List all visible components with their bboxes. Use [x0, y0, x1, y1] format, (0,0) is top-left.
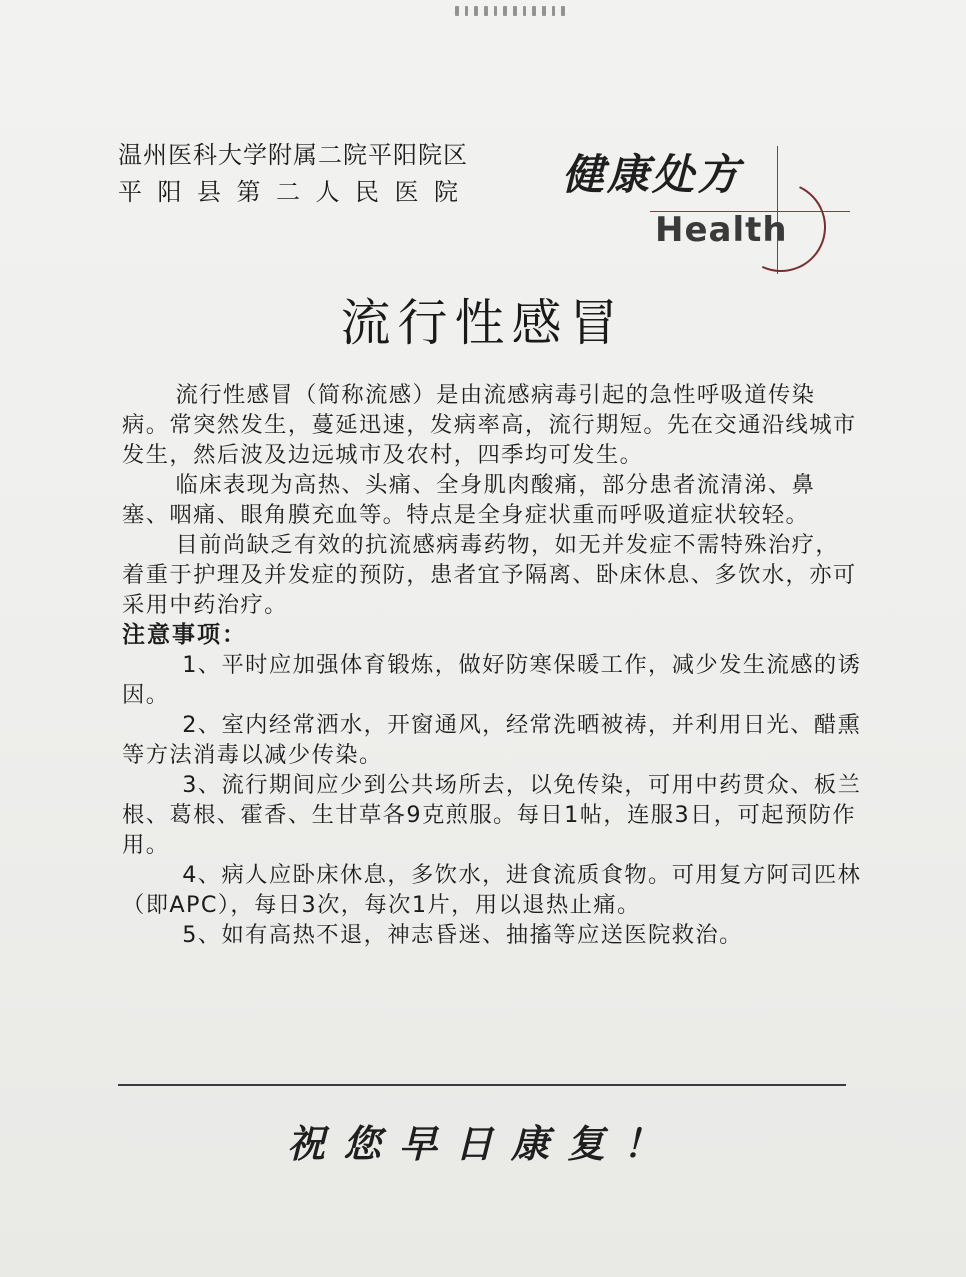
notice-item-3: 3、流行期间应少到公共场所去，以免传染，可用中药贯众、板兰根、葛根、霍香、生甘草各9克煎服。每日1帖，连服3日，可起预防作用。 — [122, 772, 862, 858]
notice-item-1: 1、平时应加强体育锻炼，做好防寒保暖工作，减少发生流感的诱因。 — [122, 652, 862, 708]
printer-marks — [455, 6, 565, 20]
paragraph-treatment: 目前尚缺乏有效的抗流感病毒药物，如无并发症不需特殊治疗，着重于护理及并发症的预防，患者宜予隔离、卧床休息、多饮水，亦可采用中药治疗。 — [122, 532, 857, 618]
closing-wish: 祝您早日康复！ — [286, 1121, 679, 1166]
notice-heading: 注意事项： — [122, 622, 247, 648]
logo-english-text: Health — [655, 210, 788, 250]
notice-item-4: 4、病人应卧床休息，多饮水，进食流质食物。可用复方阿司匹林（即APC），每日3次，每次1片，用以退热止痛。 — [122, 862, 862, 918]
paragraph-intro: 流行性感冒（简称流感）是由流感病毒引起的急性呼吸道传染病。常突然发生，蔓延迅速，发病率高，流行期短。先在交通沿线城市发生，然后波及边远城市及农村，四季均可发生。 — [122, 382, 857, 468]
paragraph-symptoms: 临床表现为高热、头痛、全身肌肉酸痛，部分患者流清涕、鼻塞、咽痛、眼角膜充血等。特点是全身症状重而呼吸道症状较轻。 — [122, 472, 816, 528]
footer-divider — [118, 1084, 846, 1086]
hospital-name-primary: 温州医科大学附属二院平阳院区 — [118, 141, 468, 169]
document-body — [122, 380, 862, 950]
hospital-header — [118, 138, 538, 210]
notice-item-5: 5、如有高热不退，神志昏迷、抽搐等应送医院救治。 — [182, 922, 743, 948]
health-prescription-logo — [540, 130, 860, 290]
page-title: 流行性感冒 — [340, 294, 626, 352]
notice-item-2: 2、室内经常洒水，开窗通风，经常洗晒被祷，并利用日光、醋熏等方法消毒以减少传染。 — [122, 712, 862, 768]
hospital-name-secondary: 平阳县第二人民医院 — [118, 178, 474, 206]
logo-chinese-text: 健康处方 — [562, 150, 743, 199]
